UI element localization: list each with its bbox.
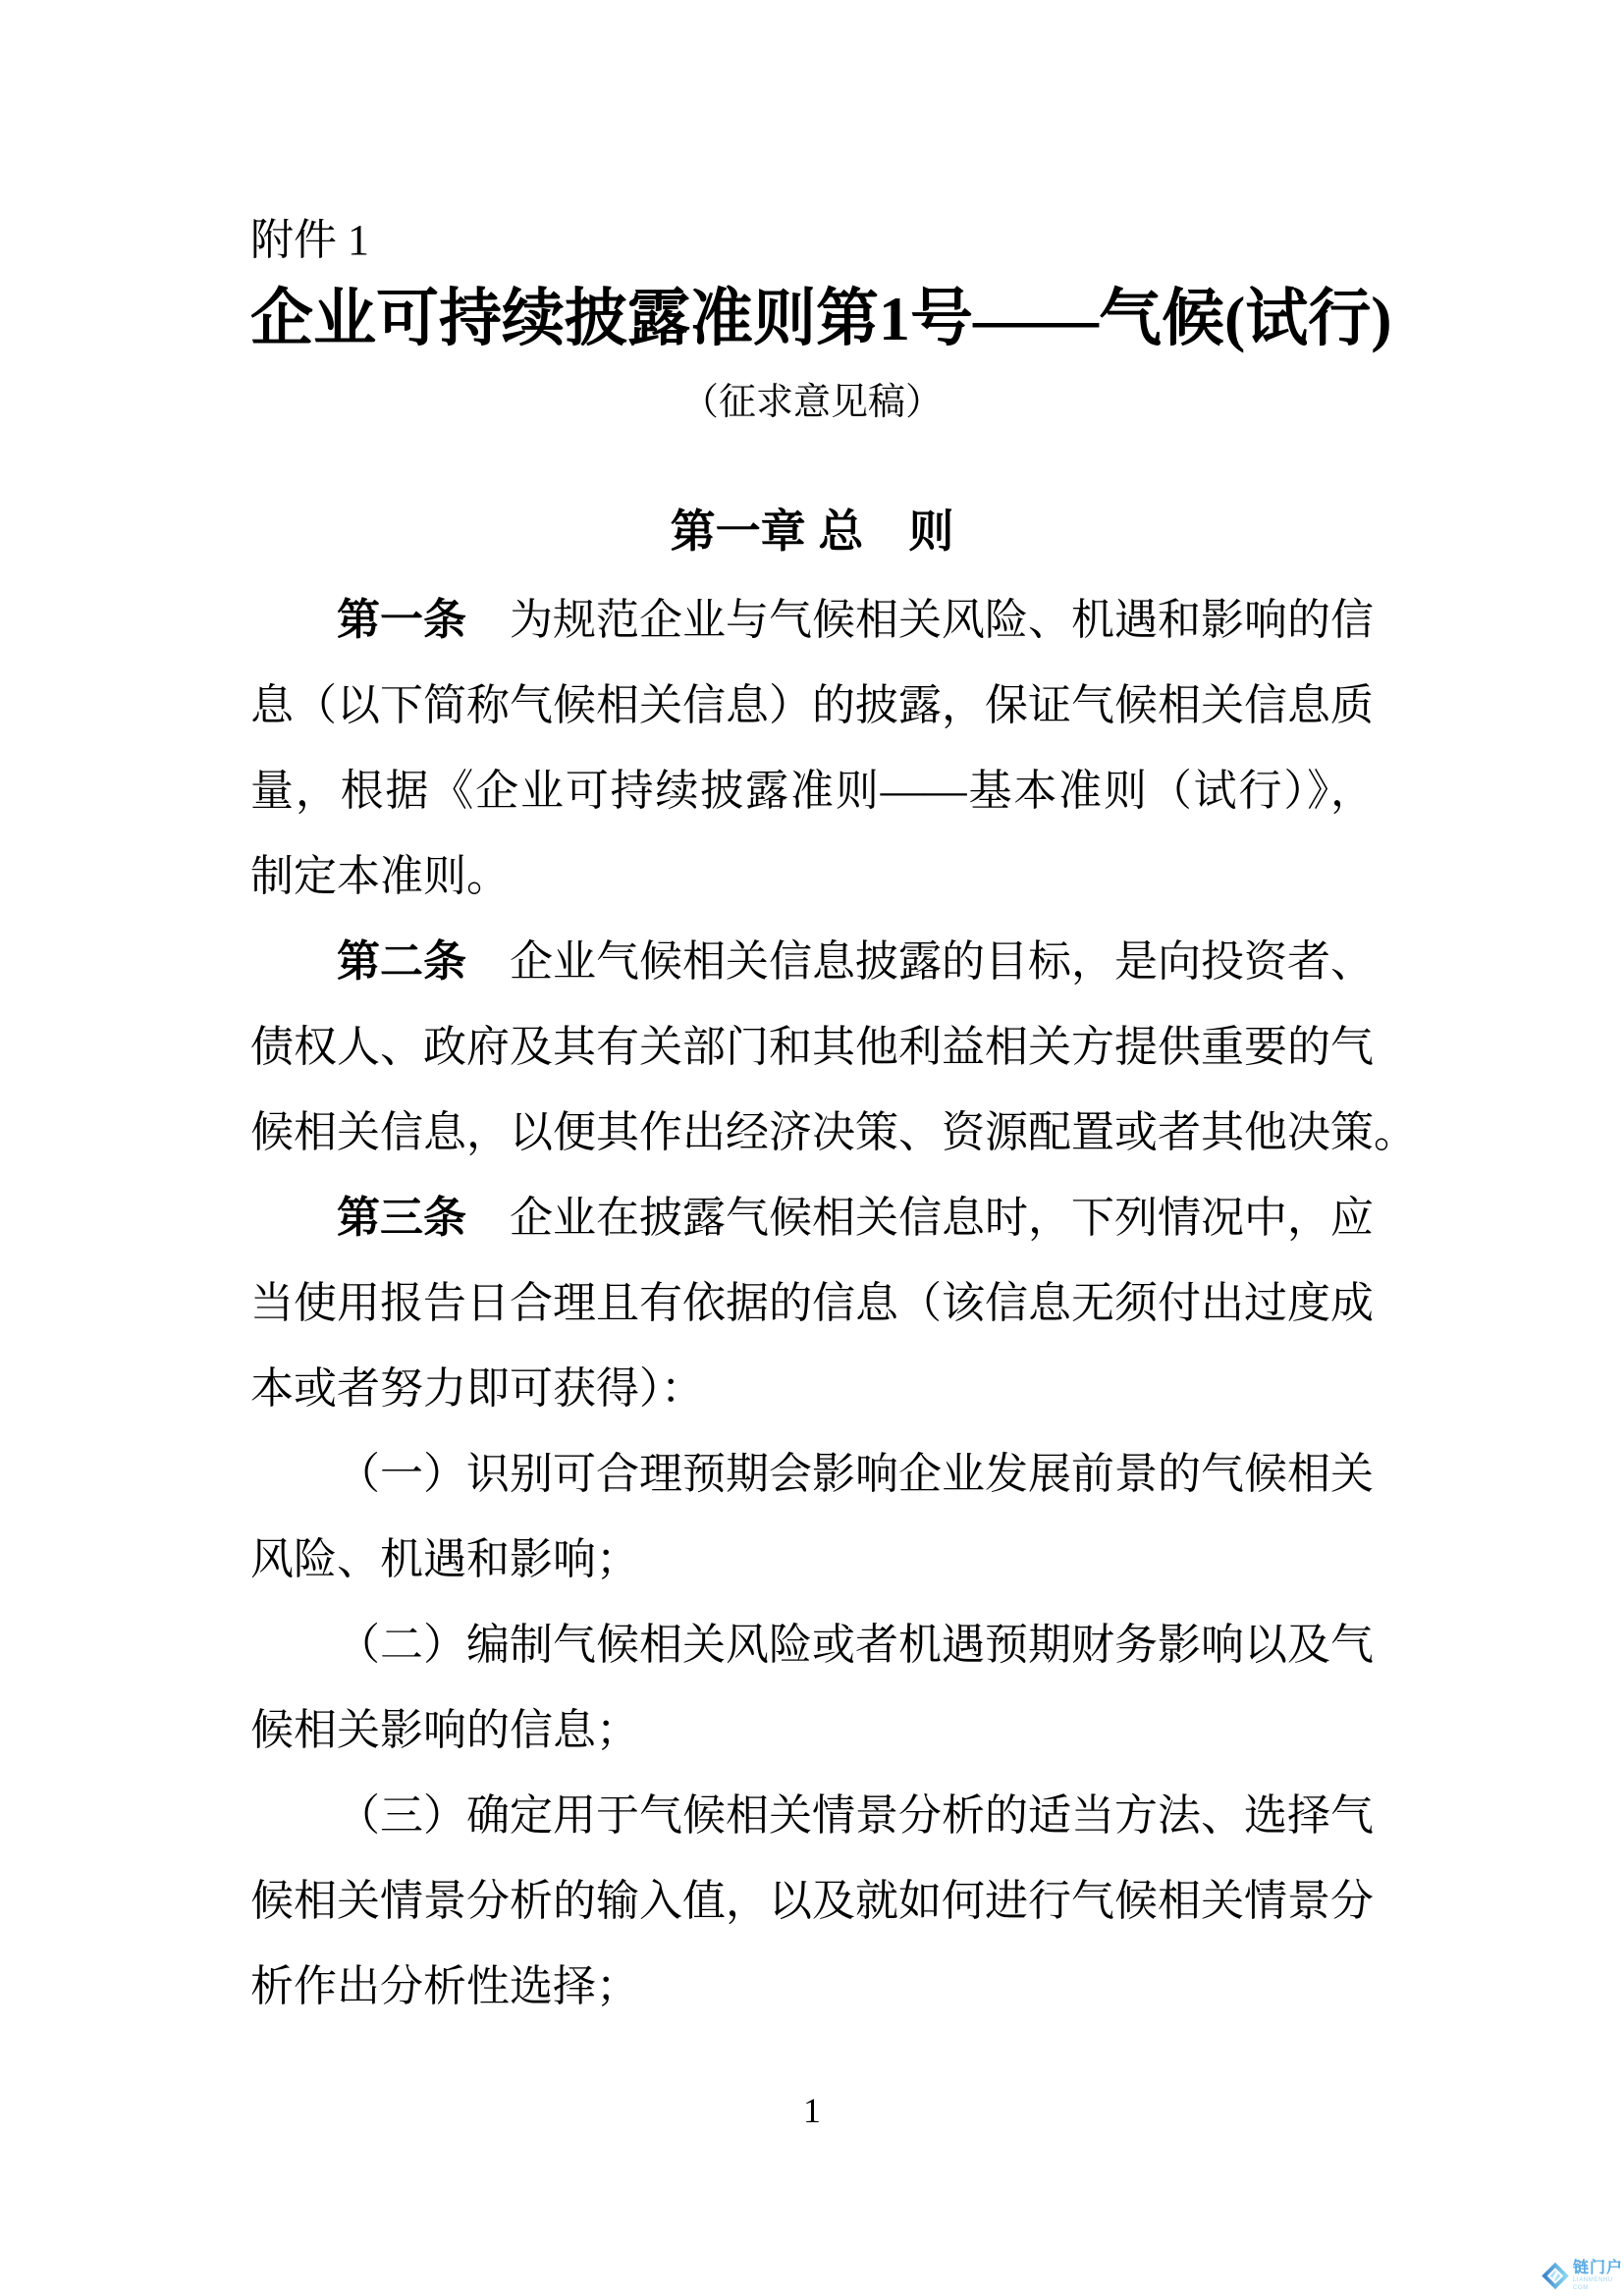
body-text-segment: 量，根据《企业可持续披露准则——基本准则（试行）》，	[250, 767, 1374, 815]
article-number: 第二条	[337, 937, 466, 986]
body-text-segment: （二）编制气候相关风险或者机遇预期财务影响以及气	[337, 1621, 1374, 1669]
body-line	[250, 1858, 1374, 1944]
document-subtitle: （征求意见稿）	[680, 382, 943, 423]
body-text-block	[250, 577, 1417, 2029]
body-line	[250, 1090, 1417, 1175]
document-content	[250, 216, 1417, 2131]
body-text-segment: 债权人、政府及其有关部门和其他利益相关方提供重要的气	[250, 1023, 1374, 1071]
watermark-domain: LIANMENHU COM	[1573, 2276, 1613, 2291]
body-text-segment: 息（以下简称气候相关信息）的披露，保证气候相关信息质	[250, 681, 1374, 729]
article-number: 第三条	[337, 1194, 466, 1242]
body-text-segment: 风险、机遇和影响；	[250, 1535, 639, 1583]
attachment-label: 附件 1	[250, 216, 369, 264]
body-line	[250, 748, 1374, 833]
body-line	[250, 1260, 1374, 1346]
body-line	[250, 1944, 1374, 2029]
page-number: 1	[803, 2091, 821, 2130]
body-line	[250, 833, 1374, 919]
body-text-segment: 本或者努力即可获得）：	[250, 1364, 704, 1413]
document-title: 企业可持续披露准则第1号——气候(试行)	[250, 284, 1392, 353]
body-line	[250, 919, 1374, 1004]
body-line	[250, 663, 1374, 748]
body-text-segment: 为规范企业与气候相关风险、机遇和影响的信	[466, 596, 1374, 644]
body-line	[250, 1773, 1374, 1858]
body-line	[250, 1687, 1374, 1773]
body-line	[250, 1175, 1374, 1260]
watermark-name: 链门户	[1573, 2259, 1624, 2276]
watermark-text	[1573, 2260, 1624, 2292]
body-text-segment: 企业在披露气候相关信息时，下列情况中，应	[466, 1194, 1374, 1242]
body-text-segment: 候相关情景分析的输入值，以及就如何进行气候相关情景分	[250, 1877, 1374, 1925]
chapter-heading: 第一章 总 则	[670, 506, 954, 557]
watermark-diamond-icon	[1542, 2262, 1569, 2290]
body-text-segment: 候相关信息，以便其作出经济决策、资源配置或者其他决策。	[250, 1108, 1417, 1156]
body-text-segment: 制定本准则。	[250, 852, 510, 900]
body-line	[250, 1004, 1374, 1090]
body-text-segment: 企业气候相关信息披露的目标，是向投资者、	[466, 937, 1374, 986]
body-line	[250, 1602, 1374, 1687]
body-line	[250, 1346, 1374, 1431]
article-number: 第一条	[337, 596, 466, 644]
body-text-segment: 析作出分析性选择；	[250, 1962, 639, 2010]
body-text-segment: （一）识别可合理预期会影响企业发展前景的气候相关	[337, 1450, 1374, 1498]
body-line	[250, 1431, 1374, 1517]
body-text-segment: 当使用报告日合理且有依据的信息（该信息无须付出过度成	[250, 1279, 1374, 1327]
body-line	[250, 1517, 1374, 1602]
body-text-segment: 候相关影响的信息；	[250, 1706, 639, 1754]
body-text-segment: （三）确定用于气候相关情景分析的适当方法、选择气	[337, 1791, 1374, 1840]
watermark-logo	[1542, 2259, 1624, 2292]
body-line	[250, 577, 1374, 663]
